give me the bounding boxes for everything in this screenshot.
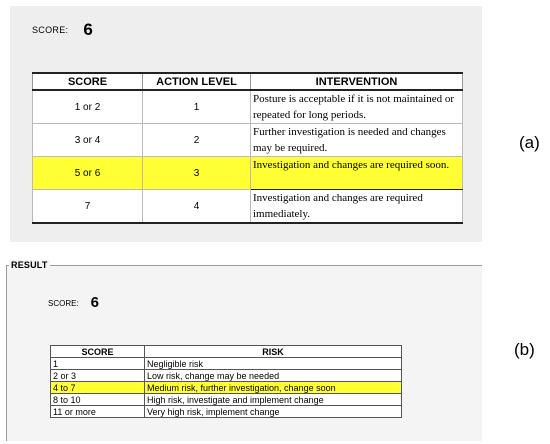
- table-row: [51, 394, 402, 406]
- action-level-cell: 2: [143, 124, 251, 157]
- intervention-cell: Investigation and changes are required soon.: [251, 157, 463, 190]
- score-display: [48, 294, 99, 311]
- table-row: [33, 90, 463, 124]
- group-title: RESULT: [11, 260, 48, 270]
- table-header-row: [33, 73, 463, 90]
- column-header-score: SCORE: [51, 346, 145, 358]
- risk-table: [50, 345, 402, 418]
- reba-result-panel: [6, 260, 482, 441]
- table-row: [51, 406, 402, 418]
- risk-cell: Low risk, change may be needed: [145, 370, 402, 382]
- score-label: SCORE:: [32, 25, 69, 35]
- risk-cell: Medium risk, further investigation, change soon: [145, 382, 402, 394]
- table-row: [51, 358, 402, 370]
- score-label: SCORE:: [48, 299, 79, 308]
- score-value: 6: [90, 294, 100, 311]
- action-level-cell: 4: [143, 190, 251, 224]
- action-level-cell: 1: [143, 90, 251, 124]
- table-row: [33, 124, 463, 157]
- panel-caption-a: (a): [519, 133, 540, 152]
- rula-result-panel: [10, 6, 482, 242]
- score-cell: 1: [51, 358, 145, 370]
- score-cell: 5 or 6: [33, 157, 143, 190]
- intervention-cell: Investigation and changes are required immediately.: [251, 190, 463, 224]
- table-row-highlighted: [51, 382, 402, 394]
- action-level-cell: 3: [143, 157, 251, 190]
- table-header-row: [51, 346, 402, 358]
- score-cell: 1 or 2: [33, 90, 143, 124]
- table-row: [33, 190, 463, 224]
- score-cell: 7: [33, 190, 143, 224]
- risk-cell: Very high risk, implement change: [145, 406, 402, 418]
- column-header-action-level: ACTION LEVEL: [143, 73, 251, 90]
- table-row: [51, 370, 402, 382]
- score-cell: 11 or more: [51, 406, 145, 418]
- score-cell: 2 or 3: [51, 370, 145, 382]
- column-header-risk: RISK: [145, 346, 402, 358]
- intervention-cell: Posture is acceptable if it is not maintained or repeated for long periods.: [251, 90, 463, 124]
- table-row-highlighted: [33, 157, 463, 190]
- score-display: [32, 20, 93, 40]
- column-header-score: SCORE: [33, 73, 143, 90]
- score-cell: 4 to 7: [51, 382, 145, 394]
- panel-caption-b: (b): [514, 340, 535, 359]
- intervention-cell: Further investigation is needed and changes may be required.: [251, 124, 463, 157]
- column-header-intervention: INTERVENTION: [251, 73, 463, 90]
- action-level-table: [32, 72, 463, 224]
- score-value: 6: [83, 20, 93, 39]
- score-cell: 3 or 4: [33, 124, 143, 157]
- risk-cell: High risk, investigate and implement change: [145, 394, 402, 406]
- risk-cell: Negligible risk: [145, 358, 402, 370]
- score-cell: 8 to 10: [51, 394, 145, 406]
